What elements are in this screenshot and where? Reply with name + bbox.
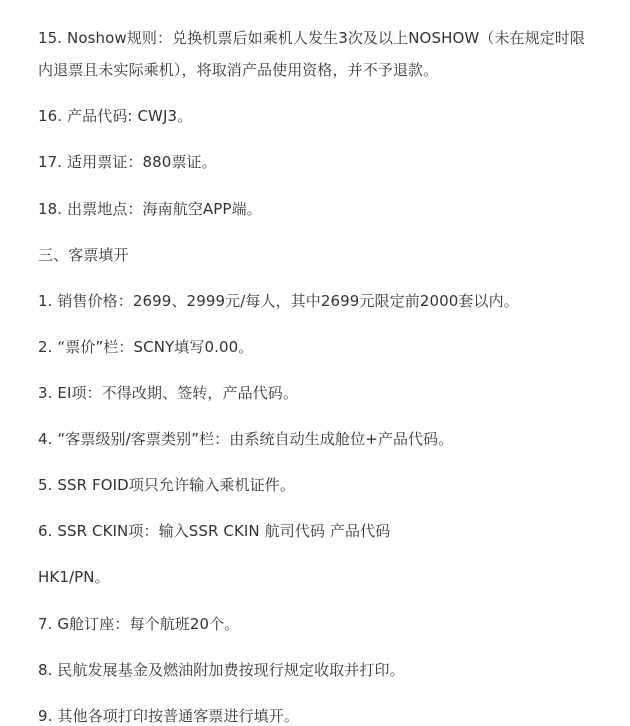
rule-16-product-code: 16. 产品代码: CWJ3。 xyxy=(38,107,193,125)
item-6-ssr-ckin-line-1: 6. SSR CKIN项：输入SSR CKIN 航司代码 产品代码 xyxy=(38,522,391,540)
item-2-fare-field: 2. “票价”栏：SCNY填写0.00。 xyxy=(38,338,254,356)
rule-15-line-2: 内退票且未实际乘机），将取消产品使用资格，并不予退款。 xyxy=(38,61,439,79)
section-heading-ticket-issuance: 三、客票填开 xyxy=(38,246,129,264)
rule-18-issuing-location: 18. 出票地点：海南航空APP端。 xyxy=(38,200,262,218)
rule-17-ticket-stock: 17. 适用票证：880票证。 xyxy=(38,153,217,171)
item-3-ei-field: 3. EI项：不得改期、签转，产品代码。 xyxy=(38,384,298,402)
item-9-other-printing: 9. 其他各项打印按普通客票进行填开。 xyxy=(38,707,299,725)
item-1-sales-price: 1. 销售价格：2699、2999元/每人，其中2699元限定前2000套以内。 xyxy=(38,292,519,310)
item-4-fare-basis-field: 4. “客票级别/客票类别”栏：由系统自动生成舱位+产品代码。 xyxy=(38,430,454,448)
item-5-ssr-foid: 5. SSR FOID项只允许输入乘机证件。 xyxy=(38,476,295,494)
item-8-fees-and-surcharges: 8. 民航发展基金及燃油附加费按现行规定收取并打印。 xyxy=(38,661,405,679)
item-7-g-class-booking: 7. G舱订座：每个航班20个。 xyxy=(38,615,240,633)
item-6-ssr-ckin-line-2: HK1/PN。 xyxy=(38,568,110,586)
rule-15-line-1: 15. Noshow规则：兑换机票后如乘机人发生3次及以上NOSHOW（未在规定时限 xyxy=(38,29,586,47)
